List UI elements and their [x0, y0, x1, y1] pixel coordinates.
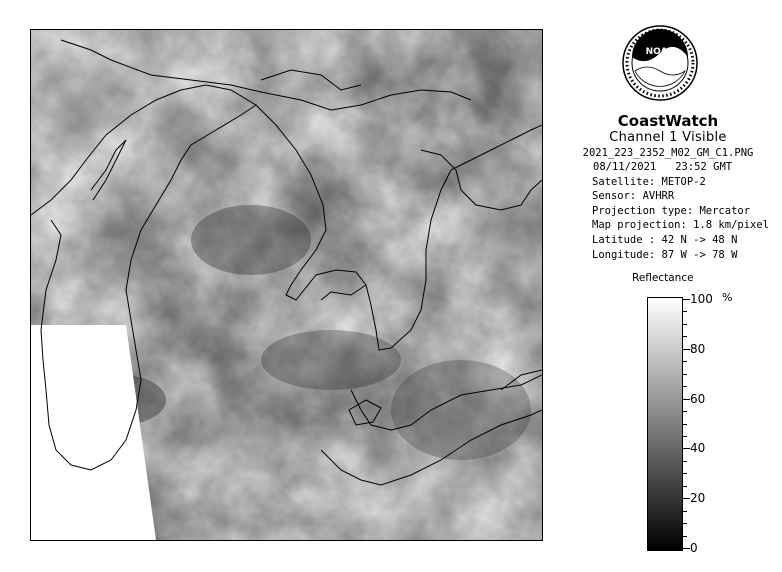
colorbar-tick-label: 60 — [690, 391, 706, 406]
colorbar-tick — [683, 299, 690, 300]
colorbar-tick — [683, 361, 687, 362]
colorbar-tick-label: 40 — [690, 441, 706, 456]
colorbar-tick — [683, 399, 690, 400]
colorbar-tick — [683, 511, 687, 512]
colorbar-tick — [683, 536, 687, 537]
noaa-logo — [621, 19, 699, 107]
info-panel — [560, 113, 776, 262]
colorbar-tick — [683, 498, 690, 499]
datetime — [560, 160, 776, 175]
reflectance-colorbar — [647, 297, 683, 551]
colorbar-tick — [683, 374, 687, 375]
colorbar-title: Reflectance — [632, 272, 694, 284]
colorbar-tick — [683, 311, 687, 312]
map-projection-info: Map projection: 1.8 km/pixel — [592, 219, 770, 232]
logo-text: NOAA — [645, 47, 675, 57]
latitude-info: Latitude : 42 N -> 48 N — [592, 233, 738, 246]
colorbar-unit: % — [722, 291, 733, 304]
colorbar-tick — [683, 324, 687, 325]
satellite-image — [30, 29, 543, 541]
colorbar-tick — [683, 486, 687, 487]
colorbar-tick-label: 100 — [690, 292, 713, 306]
sensor-info: Sensor: AVHRR — [592, 190, 675, 203]
colorbar-tick — [683, 548, 690, 549]
colorbar-tick-label: 20 — [690, 491, 706, 506]
time-value: 23:52 GMT — [675, 161, 733, 173]
filename: 2021_223_2352_M02_GM_C1.PNG — [582, 147, 754, 159]
date-value: 08/11/2021 — [593, 161, 657, 173]
colorbar-tick — [683, 411, 687, 412]
colorbar-tick — [683, 349, 690, 350]
colorbar-tick-label: 80 — [690, 341, 706, 356]
satellite-image-canvas — [31, 30, 542, 540]
colorbar-tick — [683, 473, 687, 474]
colorbar-tick — [683, 436, 687, 437]
satellite-info: Satellite: METOP-2 — [592, 175, 706, 188]
colorbar-tick — [683, 448, 690, 449]
colorbar-tick-label: 0 — [690, 541, 698, 555]
colorbar-tick — [683, 461, 687, 462]
colorbar-tick — [683, 523, 687, 524]
longitude-info: Longitude: 87 W -> 78 W — [592, 248, 738, 261]
app-title: CoastWatch — [617, 112, 719, 130]
channel-label: Channel 1 Visible — [609, 130, 727, 145]
colorbar-tick — [683, 424, 687, 425]
colorbar-tick — [683, 386, 687, 387]
colorbar-tick — [683, 336, 687, 337]
projection-type-info: Projection type: Mercator — [592, 204, 751, 217]
